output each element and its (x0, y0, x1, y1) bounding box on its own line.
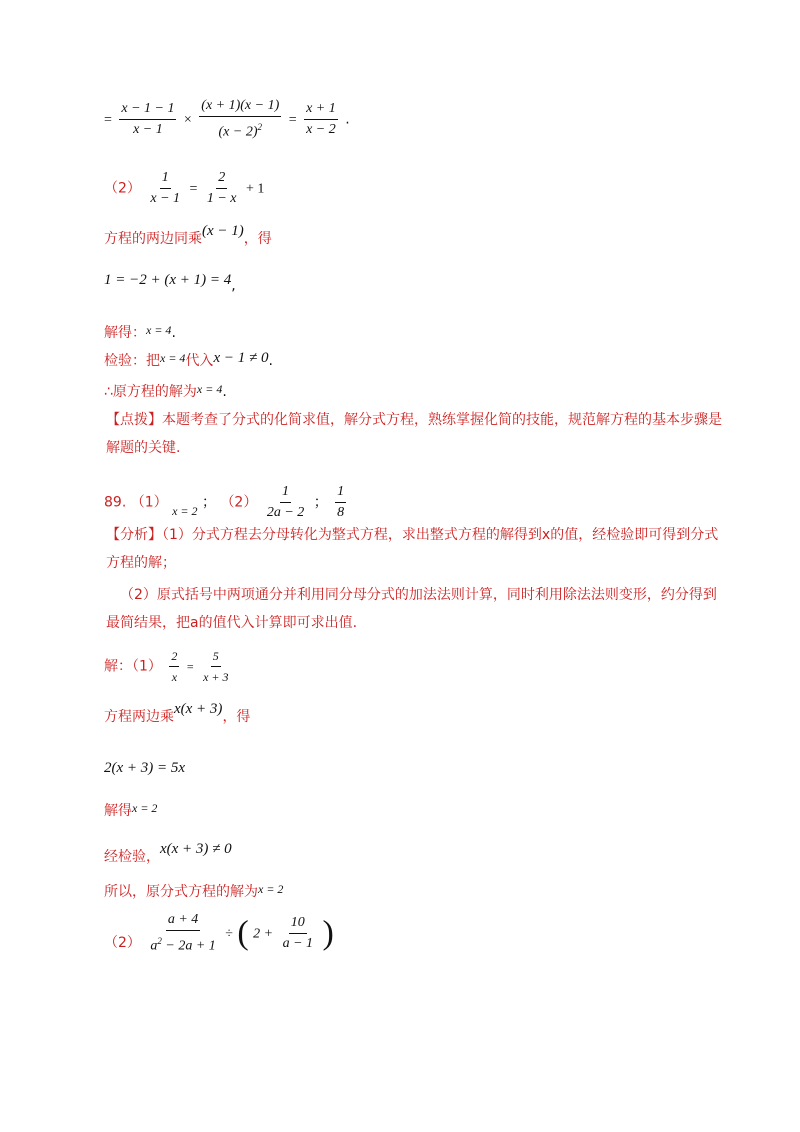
fraction: $\frac{2}{x}$ (171, 649, 178, 684)
line-expression-2: （2） $\frac{a + 4}{a^2 - 2a + 1}$ ÷ ( 2 + $\frac{10}{a - 1}$ ) (104, 912, 334, 954)
answer-89: 89. （1） x = 2 ； （2） $\frac{1}{2a - 2}$ ； $\frac{1}{8}$ (104, 484, 345, 520)
fraction: $\frac{(x + 1)(x - 1)}{(x - 2)^2}$ (201, 98, 280, 140)
line-solve-1: 解：（1） $\frac{2}{x}$ = $\frac{5}{x + 3}$ (104, 649, 229, 684)
line-solution: 解得：x = 4. (104, 323, 176, 341)
line-conclusion-2: 所以，原分式方程的解为x = 2 (104, 882, 284, 900)
fraction: $\frac{2}{1 - x}$ (206, 170, 237, 206)
fraction: $\frac{10}{a - 1}$ (282, 914, 314, 951)
fraction: $\frac{5}{x + 3}$ (203, 649, 229, 684)
analysis-paragraph-2: （2）原式括号中两项通分并利用同分母分式的加法法则计算，同时利用除法法则变形，约分得到最简结果，把a的值代入计算即可求出值. (106, 587, 717, 631)
line-simplify-step: = $\frac{x - 1 - 1}{x - 1}$ × $\frac{(x + 1)(x - 1)}{(x - 2)^2}$ = $\frac{x + 1}{x - 2}$ . (104, 98, 350, 140)
line-solution-2: 解得x = 2 (104, 801, 158, 819)
fraction: $\frac{1}{x - 1}$ (150, 170, 181, 206)
line-equation-result: 1 = −2 + (x + 1) = 4, (104, 272, 236, 294)
fraction: $\frac{x - 1 - 1}{x - 1}$ (121, 100, 175, 137)
line-multiply-2: 方程两边乘x(x + 3)，得 (104, 701, 251, 725)
line-equation-2: （2） $\frac{1}{x - 1}$ = $\frac{2}{1 - x}$ + 1 (104, 170, 265, 206)
fraction: $\frac{a + 4}{a^2 - 2a + 1}$ (150, 912, 216, 954)
analysis-paragraph-1: 【分析】（1）分式方程去分母转化为整式方程，求出整式方程的解得到x的值，经检验即可得到分式方程的解； (106, 527, 719, 571)
fraction: $\frac{1}{2a - 2}$ (266, 484, 305, 520)
hint-paragraph: 【点拨】本题考查了分式的化简求值，解分式方程，熟练掌握化简的技能，规范解方程的基本步骤是解题的关键. (106, 412, 722, 456)
line-check: 检验：把x = 4代入x − 1 ≠ 0. (104, 350, 273, 369)
line-multiply: 方程的两边同乘(x − 1)，得 (104, 223, 272, 247)
line-check-2: 经检验，x(x + 3) ≠ 0 (104, 841, 232, 865)
fraction: $\frac{1}{8}$ (337, 484, 345, 520)
line-conclusion: ∴原方程的解为x = 4. (104, 382, 227, 400)
line-integral-equation: 2(x + 3) = 5x (104, 760, 186, 776)
fraction: $\frac{x + 1}{x - 2}$ (306, 100, 336, 137)
